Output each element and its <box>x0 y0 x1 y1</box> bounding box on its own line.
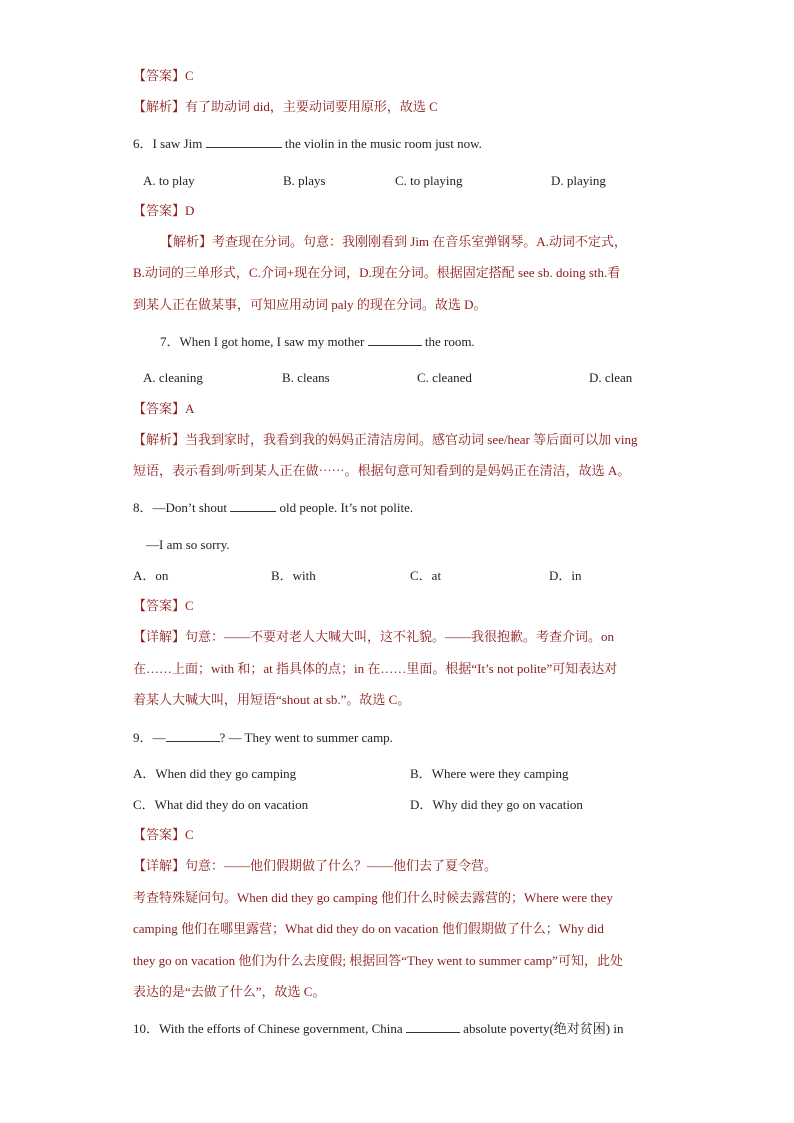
q9-detail-line-1: 【详解】句意：——他们假期做了什么？——他们去了夏令营。 <box>133 858 498 873</box>
q7-number: 7． <box>160 334 180 349</box>
q9-option-c: C．What did they do on vacation <box>133 797 309 812</box>
q6-blank <box>206 135 282 148</box>
q6-analysis-line-1: 【解析】考查现在分词。句意：我刚刚看到 Jim 在音乐室弹钢琴。A.动词不定式， <box>160 234 627 249</box>
q9-blank <box>166 729 220 742</box>
q10-blank <box>406 1020 460 1033</box>
q10-stem-before: With the efforts of Chinese government, China <box>159 1021 403 1036</box>
q6-analysis-line-3: 到某人正在做某事，可知应用动词 paly 的现在分词。故选 D。 <box>133 297 487 312</box>
q8-detail-line-2: 在……上面；with 和；at 指具体的点；in 在……里面。根据“It’s not polite”可知表达对 <box>133 661 618 676</box>
q8-option-b: B．with <box>271 568 316 583</box>
q7-option-c: C. cleaned <box>417 370 472 385</box>
answer-tag: 【答案】 <box>133 827 186 842</box>
q6-option-c: C. to playing <box>395 173 463 188</box>
q6-stem-before: I saw Jim <box>152 136 203 151</box>
q9-stem-before: — <box>152 730 166 745</box>
q8-stem-before: —Don’t shout <box>152 500 228 515</box>
q8-number: 8． <box>133 500 153 515</box>
q9-answer: C <box>185 827 194 842</box>
detail-tag: 【详解】 <box>133 858 186 873</box>
q7-option-d: D. clean <box>589 370 633 385</box>
q6-stem-after: the violin in the music room just now. <box>284 136 482 151</box>
q6-stem <box>133 135 482 153</box>
q9-detail-line-4: they go on vacation 他们为什么去度假; 根据回答“They went to summer camp”可知，此处 <box>133 953 623 968</box>
answer-tag: 【答案】 <box>133 598 186 613</box>
q8-answer: C <box>185 598 194 613</box>
q7-blank <box>368 333 422 346</box>
q8-reply: —I am so sorry. <box>146 537 230 552</box>
q5-answer-line <box>133 67 194 85</box>
q8-stem-after: old people. It’s not polite. <box>279 500 414 515</box>
q6-number: 6． <box>133 136 153 151</box>
q5-answer: C <box>185 68 194 83</box>
detail-tag: 【详解】 <box>133 629 186 644</box>
q6-answer-line <box>133 202 194 220</box>
q7-analysis-line-2: 短语，表示看到/听到某人正在做⋯⋯。根据句意可知看到的是妈妈正在清洁，故选 A。 <box>133 463 631 478</box>
q6-option-b: B. plays <box>283 173 326 188</box>
q9-option-b: B．Where were they camping <box>410 766 569 781</box>
q8-answer-line <box>133 597 194 615</box>
q5-analysis: 有了助动词 did，主要动词要用原形，故选 C <box>185 99 438 114</box>
q7-answer-line <box>133 400 194 418</box>
q7-stem <box>160 333 475 351</box>
q7-option-a: A. cleaning <box>143 370 203 385</box>
q9-option-d: D．Why did they go on vacation <box>410 797 583 812</box>
q10-number: 10． <box>133 1021 160 1036</box>
q8-option-d: D．in <box>549 568 582 583</box>
q7-option-b: B. cleans <box>282 370 330 385</box>
q7-analysis-line-1: 【解析】当我到家时，我看到我的妈妈正清洁房间。感官动词 see/hear 等后面可以加 ving <box>133 432 638 447</box>
q10-stem <box>133 1020 623 1038</box>
q9-detail-line-3: camping 他们在哪里露营；What did they do on vacation 他们假期做了什么；Why did <box>133 921 604 936</box>
q9-option-a: A．When did they go camping <box>133 766 297 781</box>
answer-tag: 【答案】 <box>133 203 186 218</box>
q9-detail-line-5: 表达的是“去做了什么”，故选 C。 <box>133 984 326 999</box>
q6-option-d: D. playing <box>551 173 606 188</box>
q9-answer-line <box>133 826 194 844</box>
q6-analysis-line-2: B.动词的三单形式，C.介词+现在分词，D.现在分词。根据固定搭配 see sb. doing sth.看 <box>133 265 621 280</box>
q8-stem <box>133 499 413 517</box>
answer-tag: 【答案】 <box>133 68 186 83</box>
q8-option-a: A．on <box>133 568 169 583</box>
q6-answer: D <box>185 203 195 218</box>
q8-option-c: C．at <box>410 568 442 583</box>
analysis-tag: 【解析】 <box>133 432 186 447</box>
q9-stem <box>133 729 393 747</box>
q8-blank <box>230 499 276 512</box>
q9-number: 9． <box>133 730 153 745</box>
q6-option-a: A. to play <box>143 173 195 188</box>
q7-stem-before: When I got home, I saw my mother <box>179 334 365 349</box>
q7-stem-after: the room. <box>424 334 475 349</box>
q10-stem-after: absolute poverty(绝对贫困) in <box>463 1021 624 1036</box>
q9-stem-after: ? — They went to summer camp. <box>219 730 393 745</box>
answer-tag: 【答案】 <box>133 401 186 416</box>
q8-detail-line-3: 着某人大喊大叫，用短语“shout at sb.”。故选 C。 <box>133 692 411 707</box>
analysis-tag: 【解析】 <box>160 234 213 249</box>
q7-answer: A <box>185 401 195 416</box>
q8-detail-line-1: 【详解】句意：——不要对老人大喊大叫，这不礼貌。——我很抱歉。考查介词。on <box>133 629 615 644</box>
q5-analysis-line <box>133 98 438 116</box>
analysis-tag: 【解析】 <box>133 99 186 114</box>
q9-detail-line-2: 考查特殊疑问句。When did they go camping 他们什么时候去露营的；Where were they <box>133 890 613 905</box>
